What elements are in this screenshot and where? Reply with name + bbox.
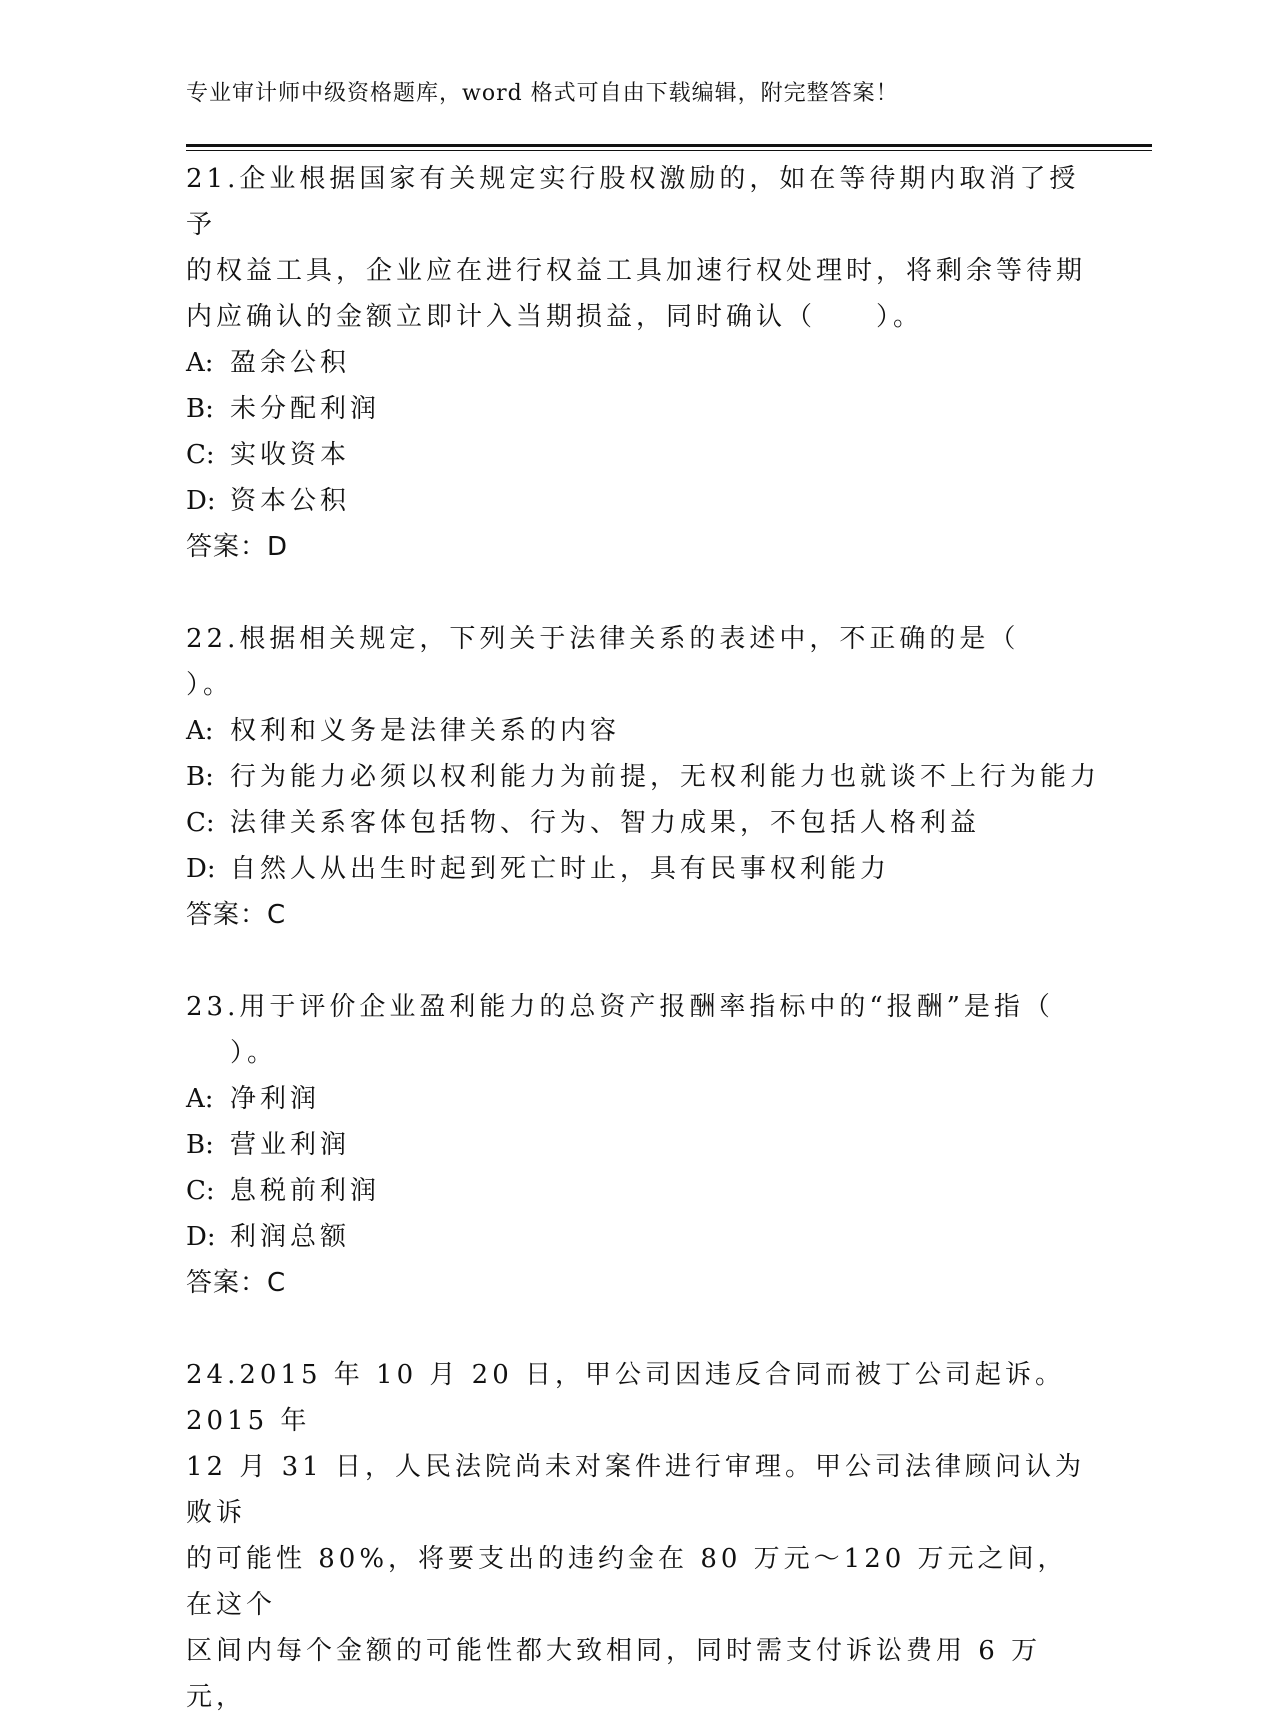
option-text: 净利润: [230, 1084, 321, 1114]
option-text: 权利和义务是法律关系的内容: [230, 716, 621, 746]
option-key: A:: [186, 348, 214, 378]
question-stem-line: 的权益工具，企业应在进行权益工具加速行权处理时，将剩余等待期: [186, 256, 1087, 286]
question-stem-line: 21.企业根据国家有关规定实行股权激励的，如在等待期内取消了授予: [186, 164, 1080, 240]
option-key: D:: [186, 854, 216, 884]
question-stem-line: 22.根据相关规定，下列关于法律关系的表述中，不正确的是（: [186, 624, 1020, 654]
option-text: 盈余公积: [230, 348, 351, 378]
option-key: B:: [186, 762, 214, 792]
option-d: [186, 846, 1086, 892]
question-21: [186, 156, 1086, 570]
document-header: 专业审计师中级资格题库，word 格式可自由下载编辑，附完整答案！: [186, 81, 899, 106]
question-stem-line: 区间内每个金额的可能性都大致相同，同时需支付诉讼费用 6 万元，: [186, 1636, 1042, 1712]
option-text: 自然人从出生时起到死亡时止，具有民事权利能力: [230, 854, 891, 884]
question-stem-line: 内应确认的金额立即计入当期损益，同时确认（ ）。: [186, 302, 924, 332]
question-stem-line: 23.用于评价企业盈利能力的总资产报酬率指标中的“报酬”是指（: [186, 992, 1054, 1022]
header-rule-thin: [186, 150, 1152, 151]
option-text: 行为能力必须以权利能力为前提，无权利能力也就谈不上行为能力: [230, 762, 1101, 792]
option-text: 法律关系客体包括物、行为、智力成果，不包括人格利益: [230, 808, 981, 838]
option-b: [186, 754, 1101, 800]
option-a: [186, 708, 1086, 754]
option-key: B:: [186, 1130, 214, 1160]
header-rule-thick: [186, 144, 1152, 147]
option-key: D:: [186, 1222, 216, 1252]
question-stem-line: ）。: [186, 670, 234, 700]
option-c: [186, 800, 1086, 846]
option-d: [186, 478, 1086, 524]
spacer: [186, 938, 1086, 984]
answer-line: 答案：C: [186, 900, 287, 930]
option-key: A:: [186, 716, 214, 746]
option-a: [186, 340, 1086, 386]
question-stem-line: 12 月 31 日，人民法院尚未对案件进行审理。甲公司法律顾问认为败诉: [186, 1452, 1085, 1528]
spacer: [186, 570, 1086, 616]
option-text: 实收资本: [230, 440, 351, 470]
question-stem-line: 24.2015 年 10 月 20 日，甲公司因违反合同而被丁公司起诉。2015 年: [186, 1360, 1066, 1436]
option-text: 未分配利润: [230, 394, 381, 424]
option-key: A:: [186, 1084, 214, 1114]
option-text: 营业利润: [230, 1130, 351, 1160]
option-text: 利润总额: [230, 1222, 351, 1252]
question-list: [186, 156, 1101, 1720]
option-c: [186, 1168, 1086, 1214]
option-key: C:: [186, 1176, 215, 1206]
option-key: C:: [186, 440, 215, 470]
question-24: [186, 1352, 1086, 1720]
option-d: [186, 1214, 1086, 1260]
question-stem-line: 的可能性 80%，将要支出的违约金在 80 万元～120 万元之间，在这个: [186, 1544, 1068, 1620]
option-a: [186, 1076, 1086, 1122]
option-key: B:: [186, 394, 214, 424]
option-key: D:: [186, 486, 216, 516]
option-b: [186, 1122, 1086, 1168]
option-b: [186, 386, 1086, 432]
option-text: 资本公积: [230, 486, 351, 516]
question-22: [186, 616, 1101, 938]
option-text: 息税前利润: [230, 1176, 381, 1206]
option-c: [186, 432, 1086, 478]
question-stem-line: ）。: [230, 1038, 278, 1068]
spacer: [186, 1306, 1086, 1352]
answer-line: 答案：D: [186, 532, 289, 562]
option-key: C:: [186, 808, 215, 838]
question-23: [186, 984, 1086, 1306]
answer-line: 答案：C: [186, 1268, 287, 1298]
